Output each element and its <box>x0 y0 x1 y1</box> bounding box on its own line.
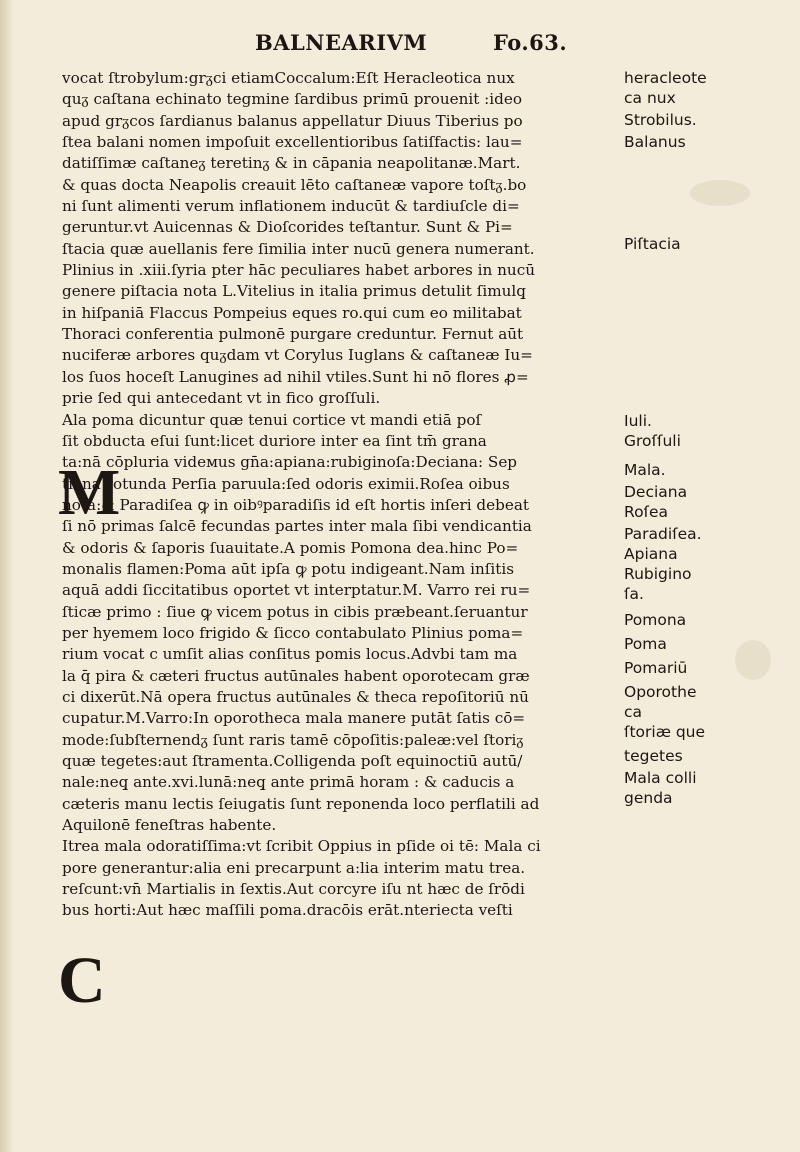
text-line: ſtea balani nomen impoſuit excellentioribus ſatiſfactis: lau= <box>62 133 523 152</box>
text-line: nota:& Paradiſea ꝙ in oibꝰparadiſis id eſt hortis inſeri debeat <box>62 495 530 514</box>
text-line: aquā addi ſiccitatibus oportet vt interptatur.M. Varro rei ru= <box>62 581 531 600</box>
text-line: cæteris manu lectis ſeiugatis ſunt reponenda loco perflatili ad <box>62 794 540 813</box>
text-line: monalis flamen:Poma aūt ipſa ꝙ potu indigeant.Nam inſitis <box>62 559 515 578</box>
text-line: los ſuos hoceſt Lanugines ad nihil vtiles.Sunt hi nō flores ꝓ= <box>62 367 529 386</box>
text-line: Itrea mala odoratiſſima:vt ſcribit Oppius in pſide oi tē: Mala ci <box>62 837 541 856</box>
text-line: mode:ſubſternendᵹ ſunt raris tamē cōpoſitis:paleæ:vel ſtoriᵹ <box>62 730 524 749</box>
margin-note: genda <box>624 789 673 807</box>
text-line: pore generantur:alia eni precarpunt a:lia interim matu trea. <box>62 858 526 877</box>
text-line: nuciferæ arbores quᵹdam vt Corylus Iuglans & caſtaneæ Iu= <box>62 346 533 365</box>
margin-note: ſa. <box>624 585 644 603</box>
text-line: quæ tegetes:aut ſtramenta.Colligenda poſt equinoctiū autū/ <box>62 752 523 770</box>
margin-note: Deciana <box>624 483 688 501</box>
margin-note: Groſſuli <box>624 432 681 450</box>
text-line: la q̄ pira & cæteri fructus autūnales habent oporotecam græ <box>62 666 530 685</box>
margin-note: heracleote <box>624 69 707 87</box>
text-line: & odoris & ſaporis ſuauitate.A pomis Pomona dea.hinc Po= <box>62 538 519 557</box>
text-line: ſit obducta eſui ſunt:licet duriore inter ea ſint tm̄ grana <box>62 431 487 450</box>
margin-note: Iuli. <box>624 412 652 430</box>
margin-note: Rubigino <box>624 565 692 583</box>
initial-capital-m: M <box>58 456 121 529</box>
text-line: ta:nā cōpluria vidемus gn̄a:apiana:rubiginoſa:Deciana: Sep <box>62 453 518 472</box>
text-line: Thoraci conferentia pulmonē purgare creduntur. Fernut aūt <box>62 325 524 344</box>
text-line: Plinius in .xiii.ſyria pter hāc peculiares habet arbores in nucū <box>62 261 535 280</box>
initial-capital-c: C <box>58 944 106 1017</box>
margin-note: Poma <box>624 635 667 653</box>
text-line: Aquilonē feneſtras habente. <box>62 816 277 835</box>
text-line: geruntur.vt Auicennas & Dioſcorides teſtantur. Sunt & Pi= <box>62 218 513 237</box>
text-line: tiana rotunda Perſia paruula:ſed odoris eximii.Roſea oibus <box>62 474 510 493</box>
text-line: nale:neq̧ ante.xvi.lunā:neq̧ ante primā horam : & caducis a <box>62 773 515 792</box>
paper-stain <box>690 180 750 206</box>
margin-note: Pomona <box>624 611 687 629</box>
text-line: rium vocat c umſit alias conſitus pomis locus.Advbi tam ma <box>62 645 518 664</box>
margin-note: Roſea <box>624 503 669 521</box>
margin-note: tegetes <box>624 747 683 765</box>
margin-note: Balanus <box>624 133 686 151</box>
text-line: Ala poma dicuntur quæ tenui cortice vt mandi etiā poſ <box>62 410 482 429</box>
text-line: ci dixerūt.Nā opera fructus autūnales & theca repoſitoriū nū <box>62 687 529 706</box>
margin-note: Piſtacia <box>624 235 681 253</box>
running-head <box>255 30 567 55</box>
margin-note: Mala. <box>624 461 666 479</box>
text-line: ni ſunt alimenti verum inflationem inducūt & tardiuſcle di= <box>62 197 520 216</box>
text-line: datiſſimæ caſtaneᵹ teretinᵹ & in cāpania neapolitanæ.Mart. <box>62 154 521 173</box>
text-line: ſi nō primas ſalcē fecundas partes inter mala ſibi vendicantia <box>62 517 532 536</box>
text-line: bus horti:Aut hæc maſſili poma.dracōis erāt.nteriecta veſti <box>62 901 513 920</box>
text-line: & quas docta Neapolis creauit lēto caſtaneæ vapore toſtᵹ.bo <box>62 175 527 194</box>
page-title: BALNEARIVM <box>255 30 428 55</box>
text-line: ſticæ primo : ſiue ꝙ vicem potus in cibis præbeant.ſeruantur <box>62 602 528 621</box>
text-line: genere piſtacia nota L.Vitelius in italia primus detulit ſimulq̧ <box>62 282 526 301</box>
margin-note: Apiana <box>624 545 678 563</box>
text-line: apud grᵹcos ſardianus balanus appellatur Diuus Tiberius po <box>62 111 523 130</box>
margin-note: Mala colli <box>624 769 697 787</box>
margin-note: ca <box>624 703 643 721</box>
text-line: prie ſed qui antecedant vt in fico groſſuli. <box>62 389 381 408</box>
folio-number: Fo.63. <box>492 30 568 55</box>
text-line: cupatur.M.Varro:In oporotheca mala manere putāt ſatis cō= <box>62 709 526 728</box>
margin-note: Pomariū <box>624 659 688 677</box>
text-line: ſtacia quæ auellanis fere ſimilia inter nucū genera numerant. <box>62 239 535 258</box>
text-line: per hyemem loco frigido & ſicco contabulato Plinius poma= <box>62 623 524 642</box>
margin-note: Oporothe <box>624 683 697 701</box>
margin-note: Strobilus. <box>624 111 697 129</box>
text-line: in hiſpaniā Flaccus Pompeius eques ro.qui cum eo militabat <box>62 303 522 322</box>
paper-stain <box>735 640 771 680</box>
margin-note: Paradiſea. <box>624 525 702 543</box>
text-line: reſcunt:vn̄ Martialis in ſextis.Aut corcyre iſu nt hæc de ſrōdi <box>62 880 525 899</box>
margin-note: ſtoriæ que <box>624 723 706 741</box>
text-line: quᵹ caſtana echinato tegmine ſardibus primū prouenit :ideo <box>62 90 522 109</box>
margin-note: ca nux <box>624 89 676 107</box>
page-edge-shadow <box>0 0 14 1152</box>
main-text-block <box>62 68 642 922</box>
text-line: vocat ſtrobylum:grᵹci etiamCoccalum:Eſt Heracleotica nux <box>62 69 515 87</box>
